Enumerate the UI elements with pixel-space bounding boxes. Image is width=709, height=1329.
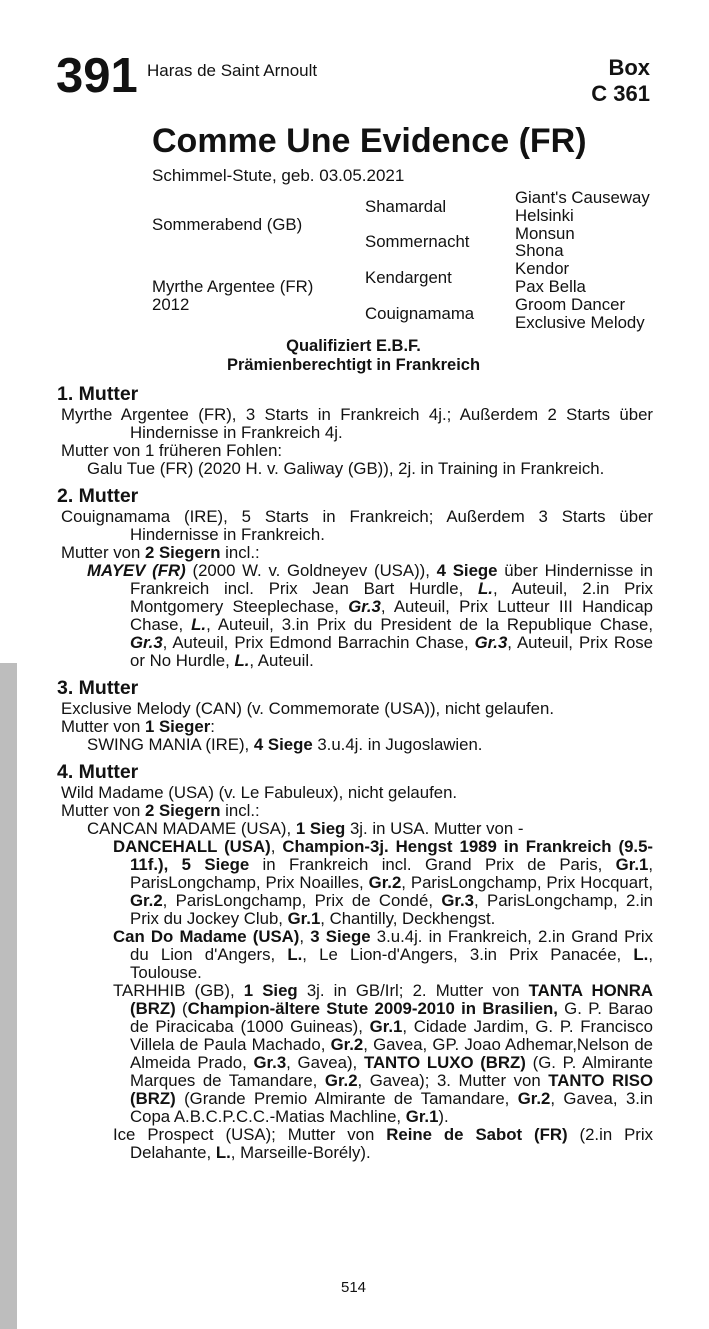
pedigree-paragraph: Mutter von 2 Siegern incl.: bbox=[61, 801, 260, 820]
pedigree-paragraph: Ice Prospect (USA); Mutter von Reine de Sabot (FR) (2.in Prix Delahante, L., Marseille-Borély). bbox=[113, 1125, 653, 1162]
section-heading: 1. Mutter bbox=[57, 383, 139, 405]
lot-number: 391 bbox=[56, 49, 138, 103]
pedigree-paragraph: SWING MANIA (IRE), 4 Siege 3.u.4j. in Jugoslawien. bbox=[87, 735, 483, 754]
grandsire-name: Shamardal bbox=[365, 196, 447, 216]
qualification-block bbox=[57, 337, 650, 375]
pedigree-paragraph: Mutter von 1 Sieger: bbox=[61, 717, 215, 736]
qualification-line: Qualifiziert E.B.F. bbox=[286, 337, 421, 355]
pedigree-paragraph: Mutter von 1 früheren Fohlen: bbox=[61, 441, 283, 460]
sire-name: Sommerabend (GB) bbox=[152, 214, 303, 234]
dam-section-3 bbox=[57, 678, 653, 754]
section-heading: 3. Mutter bbox=[57, 677, 139, 699]
dam-year: 2012 bbox=[152, 294, 190, 314]
dam-section-2 bbox=[57, 486, 653, 670]
section-heading: 2. Mutter bbox=[57, 485, 139, 507]
consignor-name: Haras de Saint Arnoult bbox=[147, 61, 318, 80]
pedigree-paragraph: Couignamama (IRE), 5 Starts in Frankreich; Außerdem 3 Starts über Hindernisse in Frankreich. bbox=[61, 507, 653, 544]
great-grandparent-name: Groom Dancer bbox=[515, 294, 626, 314]
box-number: C 361 bbox=[591, 81, 650, 106]
pedigree-paragraph: Myrthe Argentee (FR), 3 Starts in Frankreich 4j.; Außerdem 2 Starts über Hindernisse in Frankreich 4j. bbox=[61, 405, 653, 442]
horse-description: Schimmel-Stute, geb. 03.05.2021 bbox=[152, 166, 405, 185]
pedigree-paragraph: MAYEV (FR) (2000 W. v. Goldneyev (USA)), 4 Siege über Hindernisse in Frankreich incl. Prix Jean Bart Hurdle, L., Auteuil, 2.in Prix Montgomery Steeplechase, Gr.3, Auteuil, Prix Lutteur III Handicap Chase, L., Auteuil, 3.in Prix du President de la Republique Chase, Gr.3, Auteuil, Prix Edmond Barrachin Chase, Gr.3, Auteuil, Prix Rose or No Hurdle, L., Auteuil. bbox=[87, 561, 654, 670]
box-label: Box bbox=[608, 55, 650, 80]
page-edge-mark bbox=[0, 663, 17, 1329]
dam-name: Myrthe Argentee (FR) 2012 bbox=[152, 260, 365, 331]
pedigree-paragraph: Exclusive Melody (CAN) (v. Commemorate (USA)), nicht gelaufen. bbox=[61, 699, 555, 718]
great-grandparent-name: Pax Bella bbox=[515, 276, 586, 296]
page-number: 514 bbox=[340, 1279, 367, 1296]
qualification-line: Prämienberechtigt in Frankreich bbox=[226, 356, 481, 374]
great-grandparent-name: Kendor bbox=[515, 259, 570, 279]
pedigree-paragraph: Wild Madame (USA) (v. Le Fabuleux), nicht gelaufen. bbox=[61, 783, 458, 802]
great-grandparent-name: Shona bbox=[515, 241, 564, 261]
pedigree-paragraph: Mutter von 2 Siegern incl.: bbox=[61, 543, 260, 562]
dam-section-4 bbox=[57, 762, 653, 1162]
dam-section-1 bbox=[57, 384, 653, 478]
great-grandparent-name: Exclusive Melody bbox=[515, 312, 645, 332]
pedigree-paragraph: Can Do Madame (USA), 3 Siege 3.u.4j. in Frankreich, 2.in Grand Prix du Lion d'Angers, L., Le Lion-d'Angers, 3.in Prix Panacée, L., Toulouse. bbox=[113, 927, 653, 982]
great-grandparent-name: Giant's Causeway bbox=[515, 188, 650, 207]
granddam-name: Sommernacht bbox=[365, 232, 470, 252]
pedigree-paragraph: Galu Tue (FR) (2020 H. v. Galiway (GB)), 2j. in Training in Frankreich. bbox=[87, 459, 605, 478]
pedigree-table bbox=[152, 189, 650, 331]
pedigree-paragraph: DANCEHALL (USA), Champion-3j. Hengst 1989 in Frankreich (9.5-11f.), 5 Siege in Frankreich incl. Grand Prix de Paris, Gr.1, ParisLongchamp, Prix Noailles, Gr.2, ParisLongchamp, Prix Hocquart, Gr.2, ParisLongchamp, Prix de Condé, Gr.3, ParisLongchamp, 2.in Prix du Jockey Club, Gr.1, Chantilly, Deckhengst. bbox=[113, 837, 654, 928]
granddam-name: Couignamama bbox=[365, 303, 475, 323]
pedigree-text bbox=[57, 384, 653, 1162]
grandsire-name: Kendargent bbox=[365, 268, 452, 288]
great-grandparent-name: Helsinki bbox=[515, 205, 574, 225]
box-info bbox=[591, 55, 650, 107]
section-heading: 4. Mutter bbox=[57, 761, 139, 783]
horse-name: Comme Une Evidence (FR) bbox=[152, 122, 587, 160]
pedigree-paragraph: CANCAN MADAME (USA), 1 Sieg 3j. in USA. Mutter von - bbox=[87, 819, 524, 838]
great-grandparent-name: Monsun bbox=[515, 223, 575, 243]
pedigree-paragraph: TARHHIB (GB), 1 Sieg 3j. in GB/Irl; 2. Mutter von TANTA HONRA (BRZ) (Champion-ältere Stute 2009-2010 in Brasilien, G. P. Barao de Piracicaba (1000 Guineas), Gr.1, Cidade Jardim, G. P. Francisco Villela de Paula Machado, Gr.2, Gavea, GP. Joao Adhemar,Nelson de Almeida Prado, Gr.3, Gavea), TANTO LUXO (BRZ) (G. P. Almirante Marques de Tamandare, Gr.2, Gavea); 3. Mutter von TANTO RISO (BRZ) (Grande Premio Almirante de Tamandare, Gr.2, Gavea, 3.in Copa A.B.C.P.C.C.-Matias Machline, Gr.1). bbox=[113, 981, 654, 1126]
